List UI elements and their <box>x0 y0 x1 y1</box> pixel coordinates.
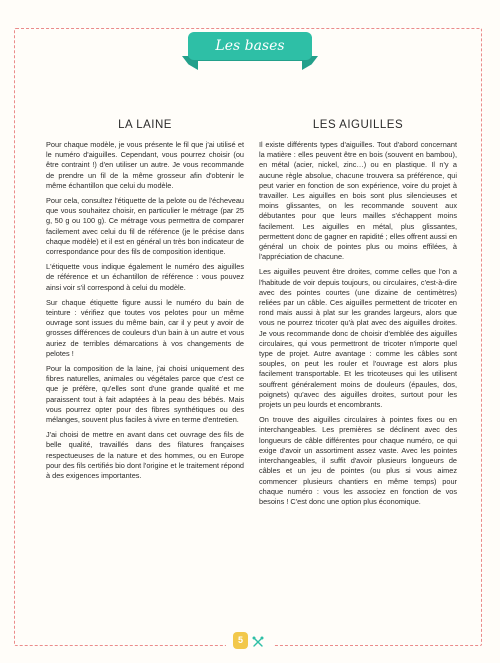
column-title: LA LAINE <box>118 119 172 131</box>
column-la-laine <box>46 118 244 486</box>
paragraph: Pour cela, consultez l'étiquette de la pelote ou de l'écheveau que vous souhaitez choisir, en particulier le métrage (par 25 g, 50 g ou 100 g). Ce métrage vous permettra de comparer facilement avec celui du fil de référence (je le précise dans chaque modèle) et il est en général un très bon indicateur de correspondance pour des fils de composition identique. <box>46 196 244 257</box>
paragraph: On trouve des aiguilles circulaires à pointes fixes ou en interchangeables. Les premières se déclinent avec des longueurs de câble différentes pour chaque numéro, ce qui exige d'avoir un assortiment assez vaste. Avec les pointes interchangeables, il suffit d'avoir plusieurs longueurs de câbles et un jeu de pointes (ou plus si vous aimez commencer plusieurs chantiers en même temps) pour chaque numéro : vous les associez en fonction de vos besoins ! C'est donc une option plus économique. <box>259 415 457 506</box>
section-banner: Les bases <box>188 32 312 60</box>
paragraph: Pour chaque modèle, je vous présente le fil que j'ai utilisé et le numéro d'aiguilles. Cependant, vous pourrez choisir (ou être contraint !) d'en utiliser un autre. Je vous recommande de prendre un fil de la même grosseur afin d'obtenir le même échantillon que celui du modèle. <box>46 140 244 190</box>
paragraph: Sur chaque étiquette figure aussi le numéro du bain de teinture : vérifiez que toutes vos pelotes pour un même ouvrage sont issues du même bain, car il y peut y avoir de grosses différences de couleurs d'un bain à un autre et vous auriez de terribles démarcations à vos changements de pelotes ! <box>46 297 244 358</box>
paragraph: Il existe différents types d'aiguilles. Tout d'abord concernant la matière : elles peuvent être en bois (souvent en bambou), en métal (acier, nickel, zinc…) ou en plastique. Il n'y a aucune règle absolue, chacune trouvera sa préférence, qui peut varier en fonction de son expérience, voire du projet à travailler. Les aiguilles en bois sont plus silencieuses et moins glissantes, on les recommande souvent aux débutantes pour que leurs mailles s'échappent moins facilement. Les aiguilles en métal, plus glissantes, permettent donc de gagner en rapidité ; elles offrent aussi en général un choix de pointes plus ou moins effilées, à l'appréciation de chacune. <box>259 140 457 262</box>
knitting-needles-icon <box>252 636 264 648</box>
column-les-aiguilles <box>259 118 457 512</box>
paragraph: Les aiguilles peuvent être droites, comme celles que l'on a l'habitude de voir depuis toujours, ou circulaires, c'est-à-dire avec des pointes courtes (une dizaine de centimètres) reliées par un câble. Ces aiguilles permettent de tricoter en rond mais aussi à plat sur les grandes largeurs, alors que vous ne pourrez tricoter qu'à plat avec des aiguilles droites. Je vous recommande donc de choisir d'emblée des aiguilles circulaires, qui vous permettront de tricoter n'importe quel type de projet. Autre avantage : comme les câbles sont souples, on peut les rouler et l'ouvrage est alors plus facilement transportable. Et les tricoteuses qui les utilisent souffrent généralement moins de douleurs (épaules, dos, poignets) qu'avec des aiguilles droites, surtout pour les projets un peu lourds et encombrants. <box>259 267 457 410</box>
page-number: 5 <box>233 632 248 649</box>
column-title: LES AIGUILLES <box>312 119 404 131</box>
paragraph: J'ai choisi de mettre en avant dans cet ouvrage des fils de belle qualité, travaillés dans des filatures françaises respectueuses de la nature et des hommes, ou en Europe pour des fils certifiés bio dont l'origine et le traitement répond à des exigences importantes. <box>46 430 244 481</box>
paragraph: Pour la composition de la laine, j'ai choisi uniquement des fibres naturelles, animales ou végétales parce que c'est ce que je préfère, qu'elles sont d'une grande qualité et me paraissent tout à fait adaptées à la peau des bébés. Mais vous pourrez opter pour des fibres synthétiques ou des mélanges, souvent plus faciles à vivre en terme d'entretien. <box>46 364 244 425</box>
paragraph: L'étiquette vous indique également le numéro des aiguilles de référence et un échantillon de référence : vous pouvez ainsi voir s'il correspond à celui du modèle. <box>46 262 244 292</box>
